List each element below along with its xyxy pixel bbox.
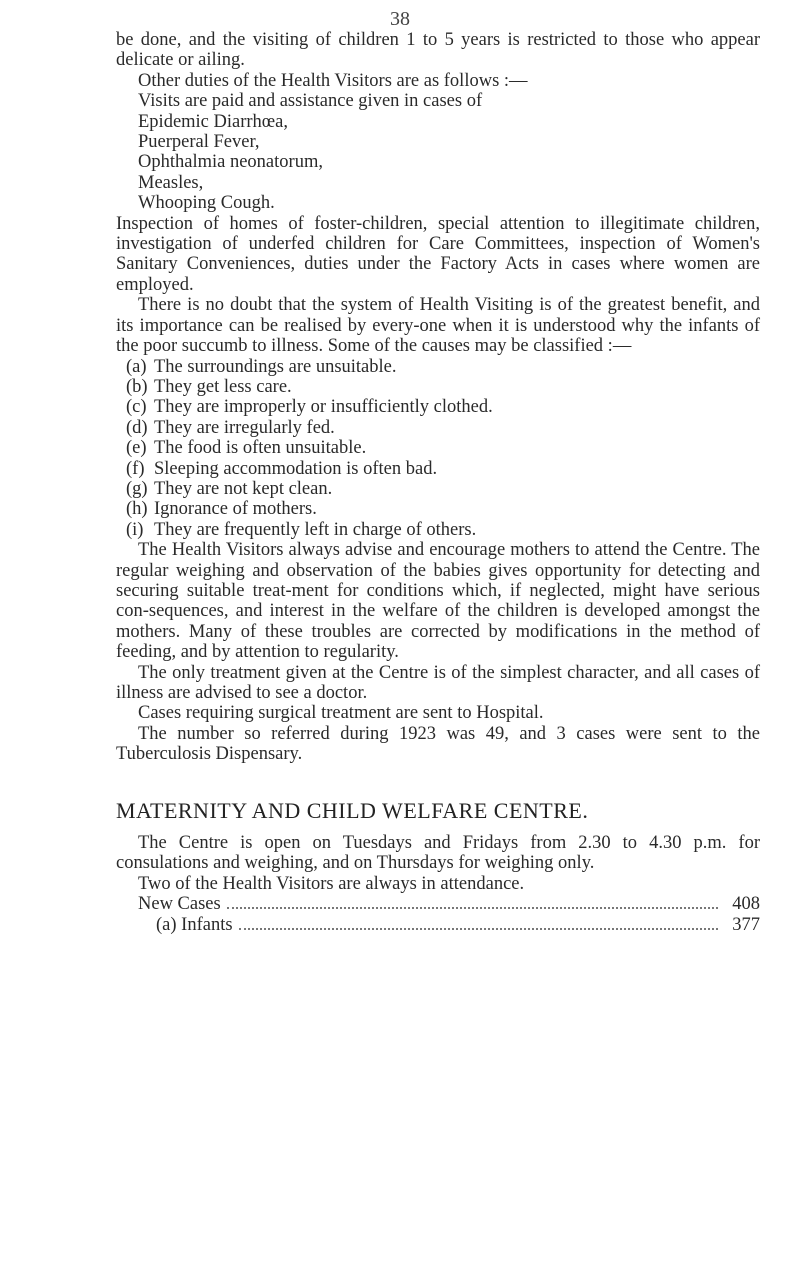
cause-item: [116, 397, 760, 417]
causes-list: [116, 357, 760, 541]
page-body: [116, 30, 760, 935]
intro-paragraph: be done, and the visiting of children 1 to 5 years is restricted to those who appear delicate or ailing.: [116, 30, 760, 71]
attendance-paragraph: Two of the Health Visitors are always in attendance.: [138, 873, 525, 894]
cause-label: (a): [126, 356, 147, 377]
cause-item: [116, 479, 760, 499]
visits-line: Visits are paid and assistance given in cases of: [138, 91, 483, 112]
cause-label: (g): [126, 478, 148, 499]
cause-label: (b): [126, 376, 148, 397]
cause-text: They are not kept clean.: [154, 478, 333, 499]
centre-paragraph: The Centre is open on Tuesdays and Fridays from 2.30 to 4.30 p.m. for consulations and weighing, and on Thursdays for weighing only.: [116, 833, 760, 874]
cause-item: [116, 357, 760, 377]
cause-label: (d): [126, 417, 148, 438]
visit-case-item: Ophthalmia neonatorum,: [138, 152, 323, 173]
cause-text: Sleeping accommodation is often bad.: [154, 458, 438, 479]
cause-text: They get less care.: [154, 376, 292, 397]
visit-case-item: Whooping Cough.: [138, 193, 275, 214]
cause-label: (i): [126, 519, 144, 540]
surgical-paragraph: Cases requiring surgical treatment are sent to Hospital.: [138, 703, 544, 724]
duties-heading-line: Other duties of the Health Visitors are as follows :—: [138, 70, 528, 91]
cause-label: (c): [126, 397, 147, 418]
cause-item: [116, 377, 760, 397]
visit-case-item: Measles,: [138, 172, 204, 193]
cause-item: [116, 520, 760, 540]
cause-text: They are improperly or insufficiently clothed.: [154, 397, 493, 418]
stat-label: New Cases: [138, 894, 221, 915]
cause-text: Ignorance of mothers.: [154, 499, 317, 520]
stat-value: 408: [732, 894, 760, 915]
cause-text: They are frequently left in charge of others.: [154, 519, 477, 540]
referral-paragraph: The number so referred during 1923 was 49, and 3 cases were sent to the Tuberculosis Dispensary.: [116, 723, 760, 765]
stat-row-new-cases: [116, 894, 760, 914]
visit-case-item: Epidemic Diarrhœa,: [138, 111, 288, 132]
cause-text: They are irregularly fed.: [154, 417, 335, 438]
system-paragraph: There is no doubt that the system of Health Visiting is of the greatest benefit, and its importance can be realised by every-one when it is understood why the infants of the poor succumb to illness. Some of the causes may be classified :—: [116, 295, 760, 357]
stat-value: 377: [732, 914, 760, 935]
cause-label: (e): [126, 438, 147, 459]
cause-item: [116, 459, 760, 479]
cause-label: (f): [126, 458, 145, 479]
treatment-paragraph: The only treatment given at the Centre is of the simplest character, and all cases of illness are advised to see a doctor.: [116, 662, 760, 703]
cause-text: The food is often unsuitable.: [154, 438, 367, 459]
stat-label: (a) Infants: [156, 914, 233, 935]
cause-item: [116, 499, 760, 519]
cause-item: [116, 438, 760, 458]
visit-case-item: Puerperal Fever,: [138, 132, 260, 153]
dot-leader: [227, 907, 718, 909]
cause-item: [116, 418, 760, 438]
inspection-paragraph: Inspection of homes of foster-children, special attention to illegitimate children, investigation of underfed children for Care Committees, inspection of Women's Sanitary Conveniences, duties under the Factory Acts in cases where women are employed.: [116, 213, 760, 295]
page-number: 38: [390, 8, 410, 30]
visit-cases-list: [116, 112, 760, 214]
advise-paragraph: The Health Visitors always advise and encourage mothers to attend the Centre. The regular weighing and observation of the babies gives opportunity for detecting and securing suitable treat-ment for conditions which, if neglected, might have serious con-sequences, and interest in the welfare of the children is developed amongst the mothers. Many of these troubles are corrected by modifications in the method of feeding, and by attention to regularity.: [116, 540, 760, 663]
cause-label: (h): [126, 499, 148, 520]
dot-leader: [239, 928, 718, 930]
stat-row-infants: [116, 915, 760, 935]
cause-text: The surroundings are unsuitable.: [154, 356, 397, 377]
section-heading: MATERNITY AND CHILD WELFARE CENTRE.: [116, 797, 589, 823]
